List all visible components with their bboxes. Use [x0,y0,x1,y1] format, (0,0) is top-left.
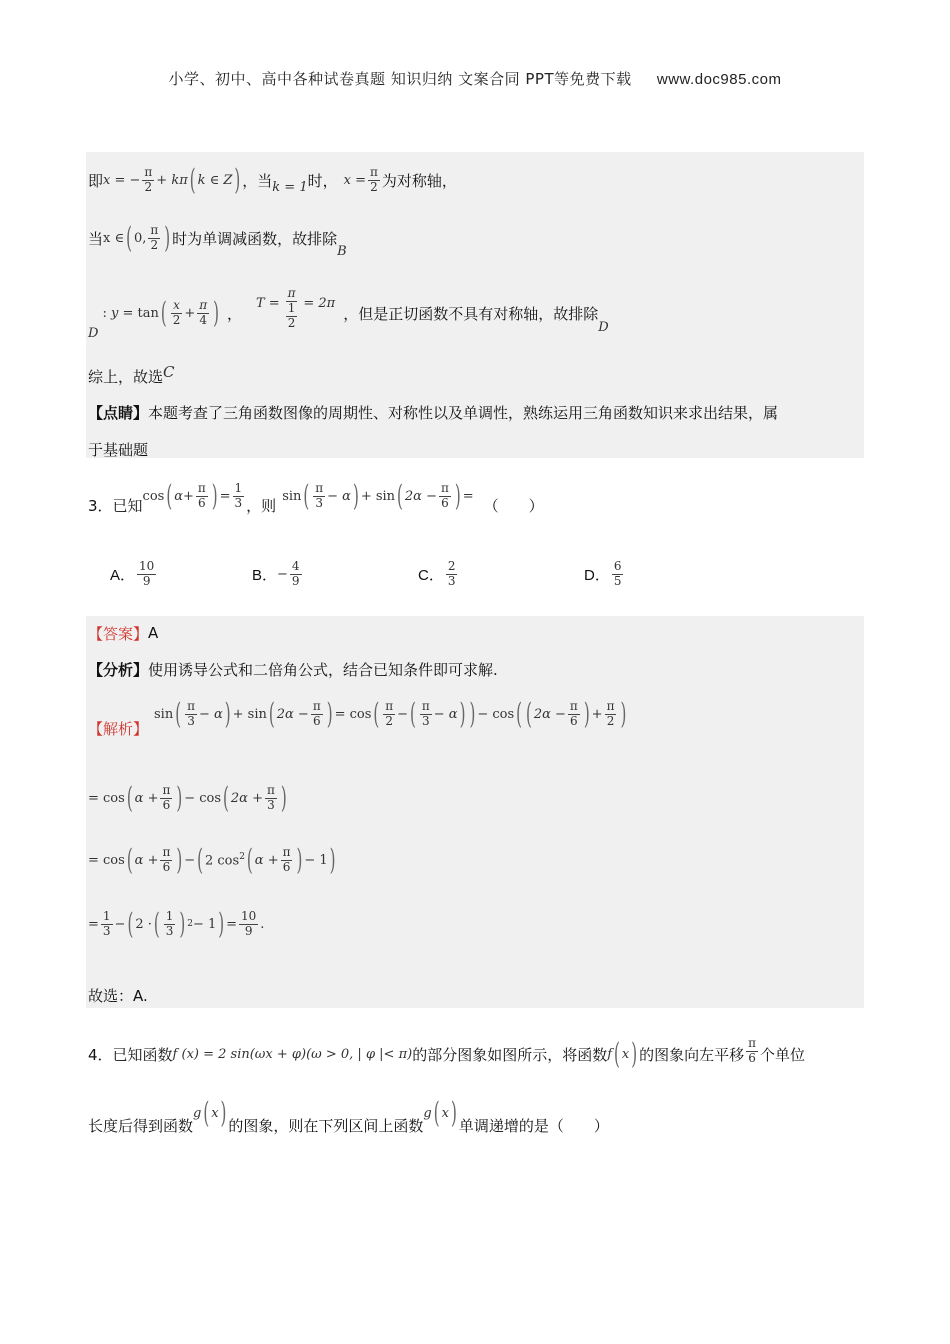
answer-line [88,622,158,644]
math-period: T = [256,295,280,311]
q4-text-5: 的图象，则在下列区间上函数 [228,1116,424,1135]
option-ref-b: B [337,243,347,259]
line-monotonic: 当 x ∈ ( 0, $\frac{\pi}{2}$ ) 时为单调减函数，故排除 B [88,220,347,259]
choose-text: 故选：A. [88,986,148,1005]
option-ref-d2: D [598,319,609,335]
option-ref-d: D [88,325,99,341]
page-header [0,68,950,89]
line-tan: D : y = tan ( $\frac{x}{2}$ + $\frac{\pi}{4}$ ) ， T = $\frac{\pi}{\frac{1}{2}}$ = 2π ，但是正切函数不具有对称轴，故排除 D [88,286,609,341]
comment-text-2: 于基础题 [88,440,149,459]
q4-text-3: 个单位 [760,1045,806,1064]
frac-pi-over-2c: $\frac{\pi}{2}$ [150,222,159,252]
analysis-line [88,658,498,680]
comment-text: 本题考查了三角函数图像的周期性、对称性以及单调性，熟练运用三角函数知识来求出结果，属 [148,403,779,422]
q3-option-d[interactable]: D． $\frac{6}{5}$ [584,559,622,588]
math-x-eq2: x = [343,172,366,188]
comment-label: 【点睛】 [88,403,149,422]
q4-text-4: 长度后得到函数 [88,1116,194,1135]
text-ji: 即 [88,171,104,190]
q3-option-c[interactable]: C． $\frac{2}{3}$ [418,559,456,588]
q3-cos: cos [142,488,165,504]
solution-line-4: = $\frac{1}{3}$ − ( 2 · ( $\frac{1}{3}$ ) 2 − 1 ) = $\frac{10}{9}$ . [88,906,265,942]
answer-value: A [148,624,159,642]
q4-function: f (x) = 2 sin(ωx + φ)(ω > 0, | φ |< π) [172,1046,413,1062]
frac-period: $\frac{\pi}{\frac{1}{2}}$ [287,286,296,330]
answer-label: 【答案】 [88,624,149,643]
frac-pi-over-2: $\frac{\pi}{2}$ [144,164,153,194]
math-x-eq: x = − [103,172,141,188]
frac-pi-over-4: $\frac{\pi}{4}$ [199,297,208,327]
solution-label: 【解析】 [88,719,149,738]
text-symmetry-axis: 为对称轴， [381,171,457,190]
text-conclusion: 综上，故选 [88,367,164,386]
frac-x-over-2: $\frac{x}{2}$ [172,297,181,327]
q4-text-1: 的部分图象如图所示，将函数 [412,1045,608,1064]
math-kpi: + kπ [156,172,188,188]
math-y-tan: : y = tan [102,305,159,321]
math-x-in: x ∈ [103,230,125,246]
q3-then: ，则 [246,496,277,515]
q3-option-b[interactable]: B． − $\frac{4}{9}$ [252,559,300,588]
q3-option-a[interactable]: A． $\frac{10}{9}$ [110,559,155,588]
solution-line-3: = cos ( α + $\frac{\pi}{6}$ ) − ( 2 $\cos^2$ ( α + $\frac{\pi}{6}$ ) − 1 ) [88,842,336,878]
text-dang2: 当 [88,229,104,248]
q3-number: 3．已知 [88,496,143,515]
comment-line-1 [88,400,778,424]
q4-number: 4．已知函数 [88,1045,173,1064]
header-site[interactable]: www.doc985.com [656,71,782,88]
q3-blank: （ ） [483,496,544,515]
question-3: 3．已知 cos ( α + $\frac{\pi}{6}$ ) = $\frac{1}{3}$ ，则 sin ( $\frac{\pi}{3}$ − α ) + sin ( 2α − $\frac{\pi}{6}$ ) = （ ） [88,478,544,515]
analysis-label: 【分析】 [88,660,149,679]
analysis-text: 使用诱导公式和二倍角公式，结合已知条件即可求解. [148,660,498,679]
header-text: 小学、初中、高中各种试卷真题 知识归纳 文案合同 PPT等免费下载 [168,70,632,88]
q4-text-2: 的图象向左平移 [639,1045,745,1064]
frac-pi-over-2b: $\frac{\pi}{2}$ [369,164,378,194]
solution-line-1: 【解析】 sin ( $\frac{\pi}{3}$ − α ) + sin ( 2α − $\frac{\pi}{6}$ ) = cos ( $\frac{\pi}{2}$ − ( $\frac{\pi}{3}$ − α ) ) − cos ( ( 2α − $\frac{\pi}{6}$ ) + $\frac{\pi}{2}$ ) [88,696,627,738]
question-4-line-1: 4．已知函数 f (x) = 2 sin(ωx + φ)(ω > 0, | φ |< π) 的部分图象如图所示，将函数 f ( x ) 的图象向左平移 $\frac{\pi}{6}$ 个单位 [88,1035,806,1072]
question-4-line-2: 长度后得到函数 g ( x ) 的图象，则在下列区间上函数 g ( x ) 单调递增的是（ ） [88,1095,609,1135]
text-shi: 时， [307,171,338,190]
solution-choose [88,984,148,1006]
text-decreasing: 时为单调减函数，故排除 [172,229,338,248]
q4-text-6: 单调递增的是（ ） [458,1116,609,1135]
text-dang: ，当 [242,171,273,190]
text-tan-no-axis: ，但是正切函数不具有对称轴，故排除 [343,304,599,323]
option-ref-c: C [163,363,175,381]
line-symmetry-axis: 即 x = − $\frac{\pi}{2}$ + kπ ( k ∈ Z ) ，当 k = 1 时， x = $\frac{\pi}{2}$ 为对称轴， [88,162,457,198]
solution-line-2: = cos ( α + $\frac{\pi}{6}$ ) − cos ( 2α + $\frac{\pi}{3}$ ) [88,780,287,816]
line-conclusion [88,362,175,390]
math-k-eq-1: k = 1 [272,179,308,195]
comment-line-2 [88,438,148,460]
